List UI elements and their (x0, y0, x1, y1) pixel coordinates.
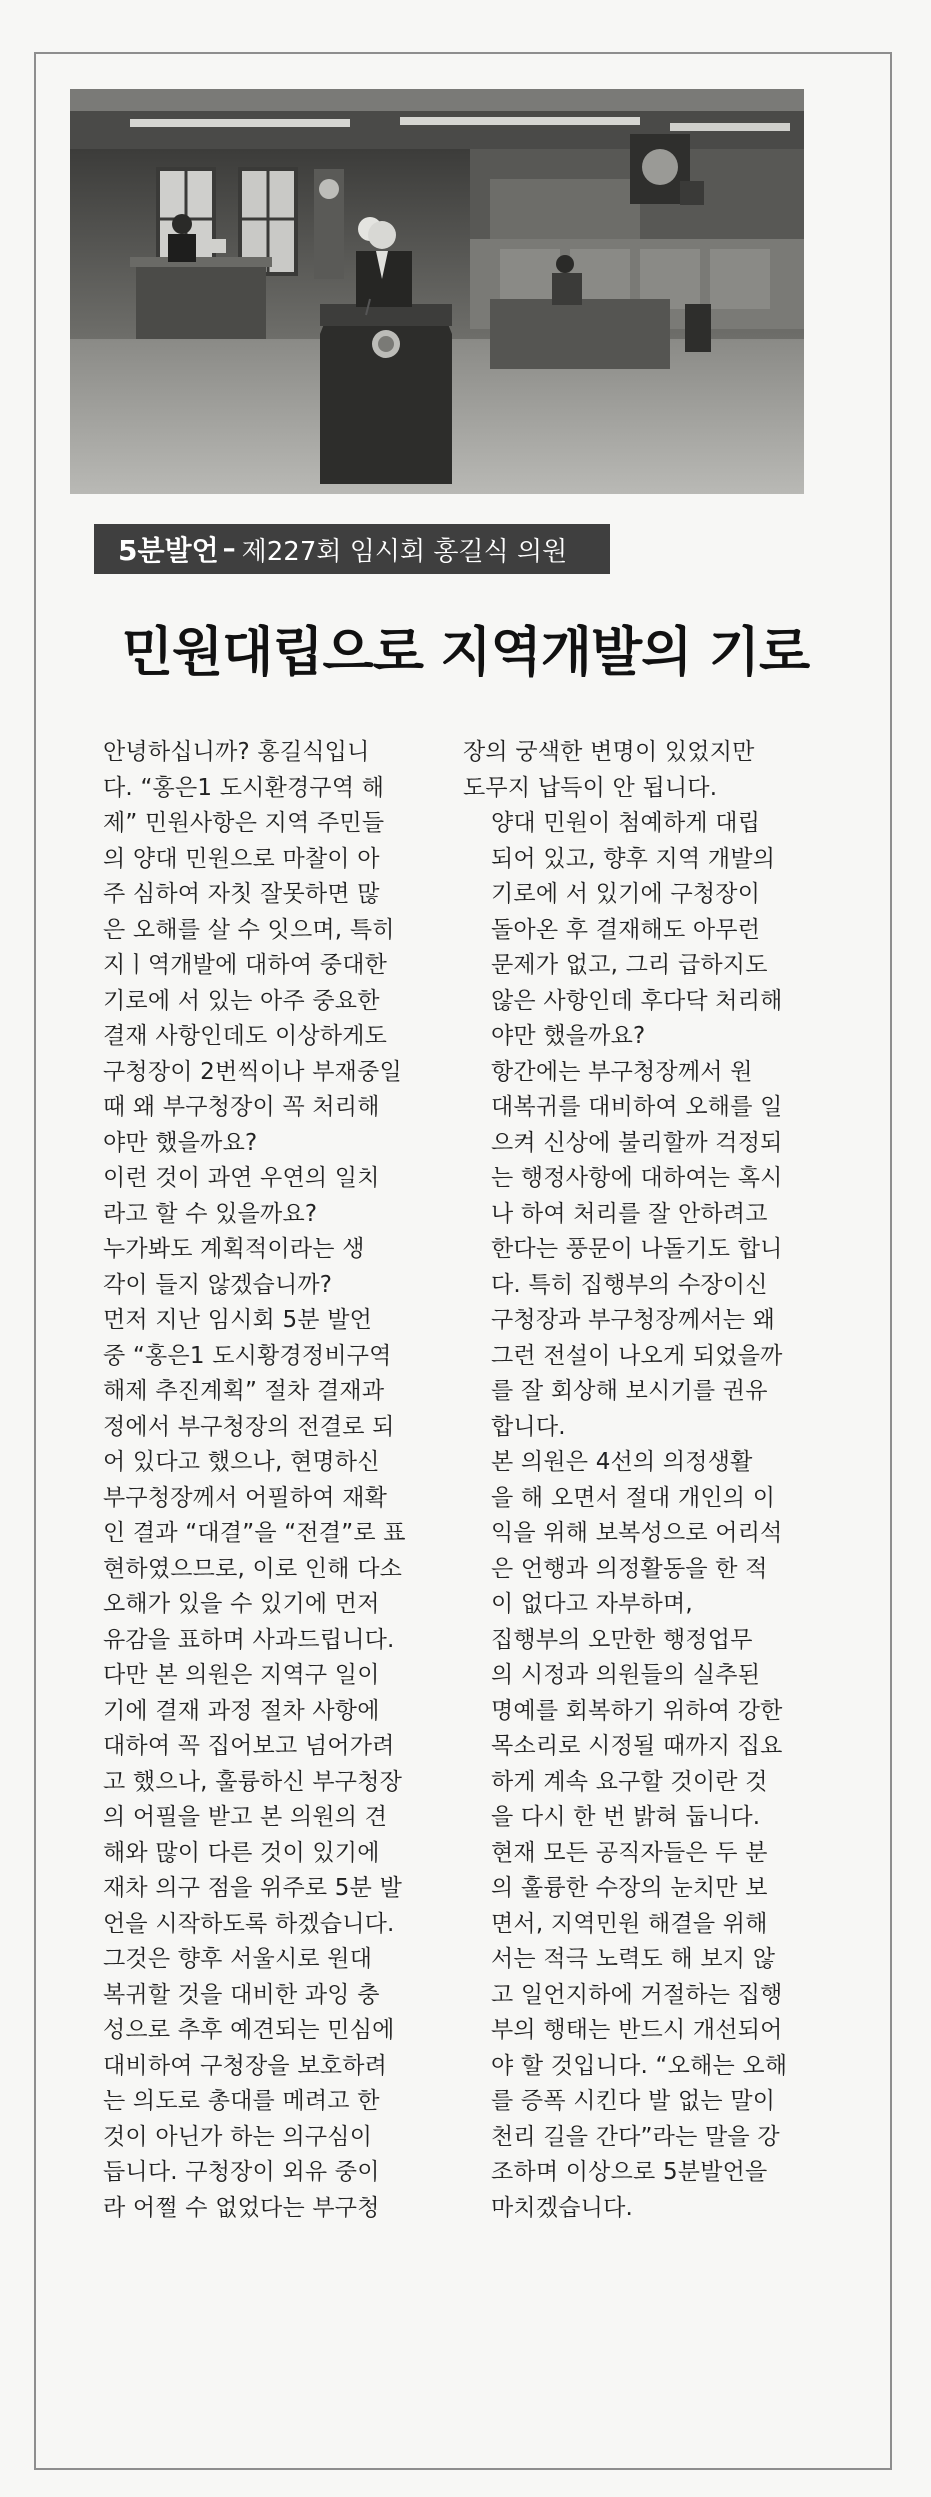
article-line: 인 결과 “대결”을 “전결”로 표 (103, 1520, 406, 1546)
article-line: 본 의원은 4선의 의정생활 (491, 1449, 753, 1475)
article-line: 을 해 오면서 절대 개인의 이 (491, 1484, 776, 1511)
article-paragraph (463, 735, 845, 806)
article-line: 는 의도로 총대를 메려고 한 (103, 2088, 380, 2114)
article-line: 양대 민원이 첨예하게 대립 (491, 810, 761, 836)
article-paragraph (75, 1232, 457, 1303)
article-line: 듭니다. 구청장이 외유 중이 (103, 2159, 380, 2185)
article-line: 구청장이 2번씩이나 부재중일 (103, 1058, 402, 1085)
article-line: 대비하여 구청장을 보호하려 (103, 2052, 388, 2079)
article-line: 안녕하십니까? 홍길식입니 (103, 739, 370, 765)
article-line: 익을 위해 보복성으로 어리석 (491, 1520, 783, 1546)
article-paragraph (75, 735, 457, 1161)
article-line: 야만 했을까요? (491, 1023, 646, 1049)
article-line: 현하였으므로, 이로 인해 다소 (103, 1555, 403, 1582)
article-line: 결재 사항인데도 이상하게도 (103, 1023, 388, 1049)
article-line: 조하며 이상으로 5분발언을 (491, 2159, 768, 2185)
article-line: 천리 길을 간다”라는 말을 강 (491, 2123, 780, 2150)
kicker-label: 5분발언 (118, 534, 219, 567)
article-line: 해제 추진계획” 절차 결재과 (103, 1378, 385, 1404)
article-line: 복귀할 것을 대비한 과잉 충 (103, 1981, 380, 2008)
article-line: 야 할 것입니다. “오해는 오해 (491, 2052, 788, 2079)
article-line: 성으로 추후 예견되는 민심에 (103, 2017, 395, 2043)
article-line: 목소리로 시정될 때까지 집요 (491, 1733, 783, 1759)
article-line: 는 행정사항에 대하여는 혹시 (491, 1165, 783, 1191)
article-headline: 민원대립으로 지역개발의 기로 (121, 622, 810, 683)
article-line: 언을 시작하도록 하겠습니다. (103, 1910, 395, 1937)
article-line: 다. 특히 집행부의 수장이신 (491, 1271, 768, 1298)
article-line: 않은 사항인데 후다닥 처리해 (491, 987, 783, 1014)
article-line: 주 심하여 자칫 잘못하면 많 (103, 881, 380, 907)
section-kicker (94, 524, 610, 574)
article-line: 기에 결재 과정 절차 사항에 (103, 1697, 380, 1724)
article-line: 오해가 있을 수 있기에 먼저 (103, 1591, 380, 1617)
article-line: 을 다시 한 번 밝혀 둡니다. (491, 1804, 761, 1830)
article-line: 이런 것이 과연 우연의 일치 (103, 1165, 380, 1191)
article-line: 라고 할 수 있을까요? (103, 1200, 318, 1227)
article-line: 정에서 부구청장의 전결로 되 (103, 1413, 395, 1440)
article-line: 기로에 서 있는 아주 중요한 (103, 987, 380, 1014)
article-line: 를 잘 회상해 보시기를 권유 (491, 1378, 768, 1404)
article-line: 유감을 표하며 사과드립니다. (103, 1626, 395, 1653)
article-line: 다. “홍은1 도시환경구역 해 (103, 774, 385, 801)
article-line: 은 언행과 의정활동을 한 적 (491, 1555, 768, 1582)
article-line: 구청장과 부구청장께서는 왜 (491, 1307, 776, 1333)
article-paragraph (463, 1623, 845, 1836)
article-line: 의 양대 민원으로 마찰이 아 (103, 845, 380, 872)
article-paragraph (463, 1836, 845, 2227)
article-line: 면서, 지역민원 해결을 위해 (491, 1910, 768, 1937)
article-paragraph (75, 1658, 457, 1942)
article-line: 각이 들지 않겠습니까? (103, 1271, 333, 1298)
article-line: 제” 민원사항은 지역 주민들 (103, 810, 385, 836)
article-line: 고 일언지하에 거절하는 집행 (491, 1981, 783, 2008)
kicker-dash: – (222, 534, 236, 564)
article-column-right (463, 735, 845, 2226)
article-line: 은 오해를 살 수 잇으며, 특히 (103, 916, 395, 943)
kicker-subtitle: 제227회 임시회 홍길식 의원 (241, 536, 568, 567)
article-line: 돌아온 후 결재해도 아무런 (491, 916, 761, 943)
article-line: 합니다. (491, 1413, 566, 1440)
article-line: 먼저 지난 임시회 5분 발언 (103, 1307, 373, 1333)
article-line: 다만 본 의원은 지역구 일이 (103, 1662, 380, 1688)
article-line: 의 시정과 의원들의 실추된 (491, 1662, 761, 1688)
article-line: 지ㅣ역개발에 대하여 중대한 (103, 952, 388, 978)
article-line: 장의 궁색한 변명이 있었지만 (463, 739, 755, 765)
article-line: 대하여 꼭 집어보고 넘어가려 (103, 1733, 395, 1759)
article-line: 야만 했을까요? (103, 1129, 258, 1156)
article-line: 항간에는 부구청장께서 원 (491, 1058, 753, 1085)
article-line: 해와 많이 다른 것이 있기에 (103, 1839, 380, 1866)
article-paragraph (75, 1303, 457, 1658)
article-line: 부구청장께서 어필하여 재확 (103, 1484, 388, 1511)
article-column-left (75, 735, 457, 2226)
article-line: 라 어쩔 수 없었다는 부구청 (103, 2194, 380, 2221)
article-line: 한다는 풍문이 나돌기도 합니 (491, 1236, 783, 1262)
article-line: 재차 의구 점을 위주로 5분 발 (103, 1875, 402, 1901)
article-line: 고 했으나, 훌륭하신 부구청장 (103, 1768, 403, 1795)
council-chamber-photo (70, 89, 804, 494)
article-line: 으켜 신상에 불리할까 걱정되 (491, 1129, 783, 1156)
article-line: 의 어필을 받고 본 의원의 견 (103, 1804, 388, 1830)
article-line: 나 하여 처리를 잘 안하려고 (491, 1200, 768, 1227)
article-line: 그것은 향후 서울시로 원대 (103, 1946, 373, 1972)
article-paragraph (75, 1161, 457, 1232)
article-line: 기로에 서 있기에 구청장이 (491, 881, 761, 907)
article-line: 것이 아닌가 하는 의구심이 (103, 2123, 373, 2150)
article-line: 때 왜 부구청장이 꼭 처리해 (103, 1094, 380, 1120)
article-line: 명예를 회복하기 위하여 강한 (491, 1697, 783, 1724)
article-line: 의 훌륭한 수장의 눈치만 보 (491, 1875, 768, 1901)
article-line: 집행부의 오만한 행정업무 (491, 1626, 753, 1653)
article-line: 서는 적극 노력도 해 보지 않 (491, 1946, 776, 1972)
article-line: 현재 모든 공직자들은 두 분 (491, 1839, 768, 1866)
article-line: 중 “홍은1 도시황경정비구역 (103, 1342, 392, 1369)
article-line: 되어 있고, 향후 지역 개발의 (491, 845, 776, 872)
article-paragraph (463, 1445, 845, 1623)
article-line: 하게 계속 요구할 것이란 것 (491, 1768, 768, 1795)
article-line: 마치겠습니다. (491, 2194, 634, 2221)
article-line: 누가봐도 계획적이라는 생 (103, 1236, 365, 1262)
article-line: 를 증폭 시킨다 발 없는 말이 (491, 2088, 776, 2114)
article-line: 부의 행태는 반드시 개선되어 (491, 2017, 783, 2043)
article-line: 이 없다고 자부하며, (491, 1591, 693, 1617)
article-paragraph (75, 1942, 457, 2226)
article-line: 대복귀를 대비하여 오해를 일 (491, 1094, 783, 1120)
article-line: 어 있다고 했으나, 현명하신 (103, 1449, 380, 1475)
article-line: 도무지 납득이 안 됩니다. (463, 774, 718, 801)
article-paragraph (463, 806, 845, 1055)
article-line: 문제가 없고, 그리 급하지도 (491, 952, 768, 978)
article-line: 그런 전설이 나오게 되었을까 (491, 1342, 783, 1369)
article-paragraph (463, 1055, 845, 1446)
